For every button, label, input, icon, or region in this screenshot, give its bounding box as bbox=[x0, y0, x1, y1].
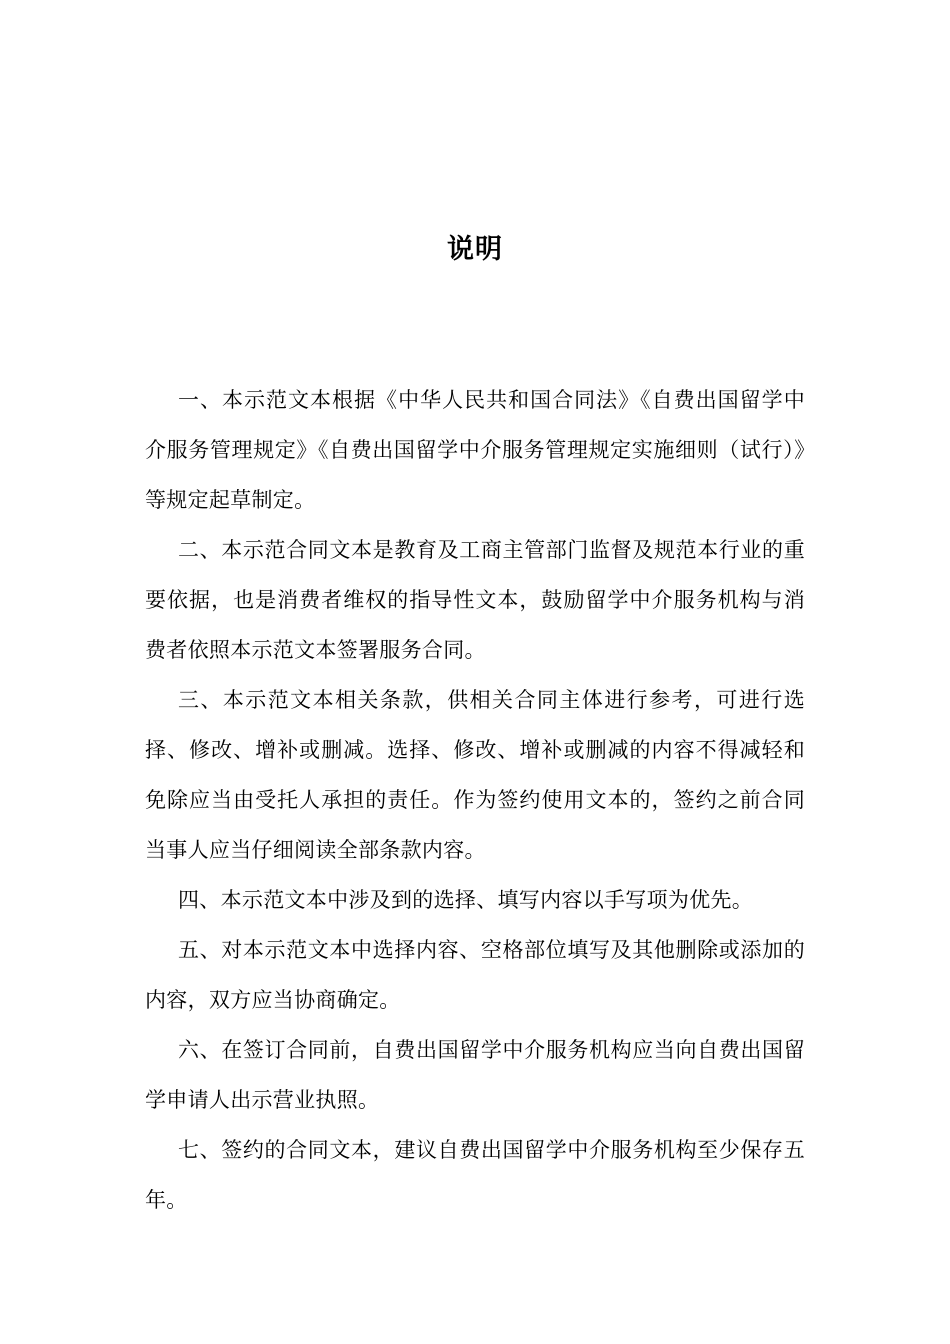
document-body bbox=[145, 375, 805, 1225]
page-title: 说明 bbox=[447, 234, 503, 265]
paragraph-3: 三、本示范文本相关条款，供相关合同主体进行参考，可进行选择、修改、增补或删减。选择、修改、增补或删减的内容不得减轻和免除应当由受托人承担的责任。作为签约使用文本的，签约之前合同当事人应当仔细阅读全部条款内容。 bbox=[145, 688, 805, 862]
paragraph-4: 四、本示范文本中涉及到的选择、填写内容以手写项为优先。 bbox=[178, 888, 754, 912]
paragraph-1: 一、本示范文本根据《中华人民共和国合同法》《自费出国留学中介服务管理规定》《自费出国留学中介服务管理规定实施细则（试行）》等规定起草制定。 bbox=[145, 388, 805, 512]
paragraph-6: 六、在签订合同前，自费出国留学中介服务机构应当向自费出国留学申请人出示营业执照。 bbox=[145, 1038, 805, 1112]
paragraph-5: 五、对本示范文本中选择内容、空格部位填写及其他删除或添加的内容，双方应当协商确定。 bbox=[145, 938, 805, 1012]
paragraph-7: 七、签约的合同文本，建议自费出国留学中介服务机构至少保存五年。 bbox=[145, 1138, 805, 1212]
paragraph-2: 二、本示范合同文本是教育及工商主管部门监督及规范本行业的重要依据，也是消费者维权的指导性文本，鼓励留学中介服务机构与消费者依照本示范文本签署服务合同。 bbox=[145, 538, 805, 662]
